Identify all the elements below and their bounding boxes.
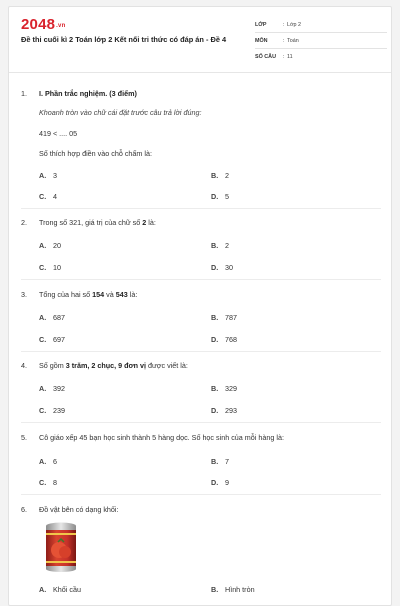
- divider: [21, 279, 381, 280]
- option-b[interactable]: B. 2: [211, 171, 229, 180]
- meta-subject: MÔN : Toán: [255, 33, 387, 49]
- option-b[interactable]: B. 787: [211, 313, 237, 322]
- section-heading: I. Phần trắc nghiệm. (3 điểm): [39, 89, 137, 98]
- divider: [21, 208, 381, 209]
- tomato-can-icon: [43, 521, 79, 571]
- meta-class: LỚP : Lớp 2: [255, 17, 387, 33]
- option-a[interactable]: A. 20: [39, 241, 61, 250]
- option-c[interactable]: C. 239: [39, 406, 65, 415]
- exam-meta: [255, 17, 387, 65]
- option-d[interactable]: D. 5: [211, 192, 229, 201]
- option-b[interactable]: B. 7: [211, 457, 229, 466]
- option-d[interactable]: D. 30: [211, 263, 233, 272]
- option-c[interactable]: C. 4: [39, 192, 57, 201]
- option-d[interactable]: D. 768: [211, 335, 237, 344]
- exam-title: Đề thi cuối kì 2 Toán lớp 2 Kết nối tri thức có đáp án - Đề 4: [21, 35, 227, 44]
- divider: [21, 422, 381, 423]
- option-a[interactable]: A. 687: [39, 313, 65, 322]
- option-d[interactable]: D. 9: [211, 478, 229, 487]
- option-b[interactable]: B. Hình tròn: [211, 585, 255, 594]
- option-b[interactable]: B. 2: [211, 241, 229, 250]
- option-c[interactable]: C. 697: [39, 335, 65, 344]
- exam-header: [9, 7, 391, 73]
- divider: [21, 351, 381, 352]
- meta-question-count: SỐ CÂU : 11: [255, 54, 293, 60]
- exam-page: 2048.vn Đề thi cuối kì 2 Toán lớp 2 Kết nối tri thức có đáp án - Đề 4 LỚP : Lớp 2 MÔN : Toán SỐ CÂU : 11 1. I. Phần trắc nghiệm. (3 điểm) Khoanh tròn vào chữ cái đặt trước câu trả lời đúng: 419 < .... 05 Số thích hợp điền vào chỗ chấm là: A. 3 B. 2 C. 4 D. 5 2. Trong số 321, giá trị của chữ số 2 là: A. 20 B. 2 C. 10 D. 30 3. Tổng của hai số 154 và 543 là: A. 687 B. 787 C. 697 D. 768 4. Số gồm 3 trăm, 2 chục, 9 đơn vị được viết là: A. 392 B. 329 C. 239 D. 293 5. Cô giáo xếp 45 bạn học sinh thành 5 hàng dọc. Số học sinh của mỗi hàng là: A. 6 B. 7 C. 8 D. 9 6. Đồ vật bên có dạng khối: A. Khối cầu B. Hình tròn: [8, 6, 392, 606]
- expression-text: 419 < .... 05: [39, 129, 78, 138]
- site-logo[interactable]: 2048.vn: [21, 16, 66, 33]
- option-c[interactable]: C. 10: [39, 263, 61, 272]
- option-a[interactable]: A. 3: [39, 171, 57, 180]
- question-prompt: Số thích hợp điền vào chỗ chấm là:: [39, 149, 152, 158]
- option-d[interactable]: D. 293: [211, 406, 237, 415]
- option-a[interactable]: A. 6: [39, 457, 57, 466]
- option-a[interactable]: A. Khối cầu: [39, 585, 81, 594]
- option-a[interactable]: A. 392: [39, 384, 65, 393]
- instruction-text: Khoanh tròn vào chữ cái đặt trước câu trả lời đúng:: [39, 108, 202, 117]
- option-c[interactable]: C. 8: [39, 478, 57, 487]
- divider: [21, 494, 381, 495]
- option-b[interactable]: B. 329: [211, 384, 237, 393]
